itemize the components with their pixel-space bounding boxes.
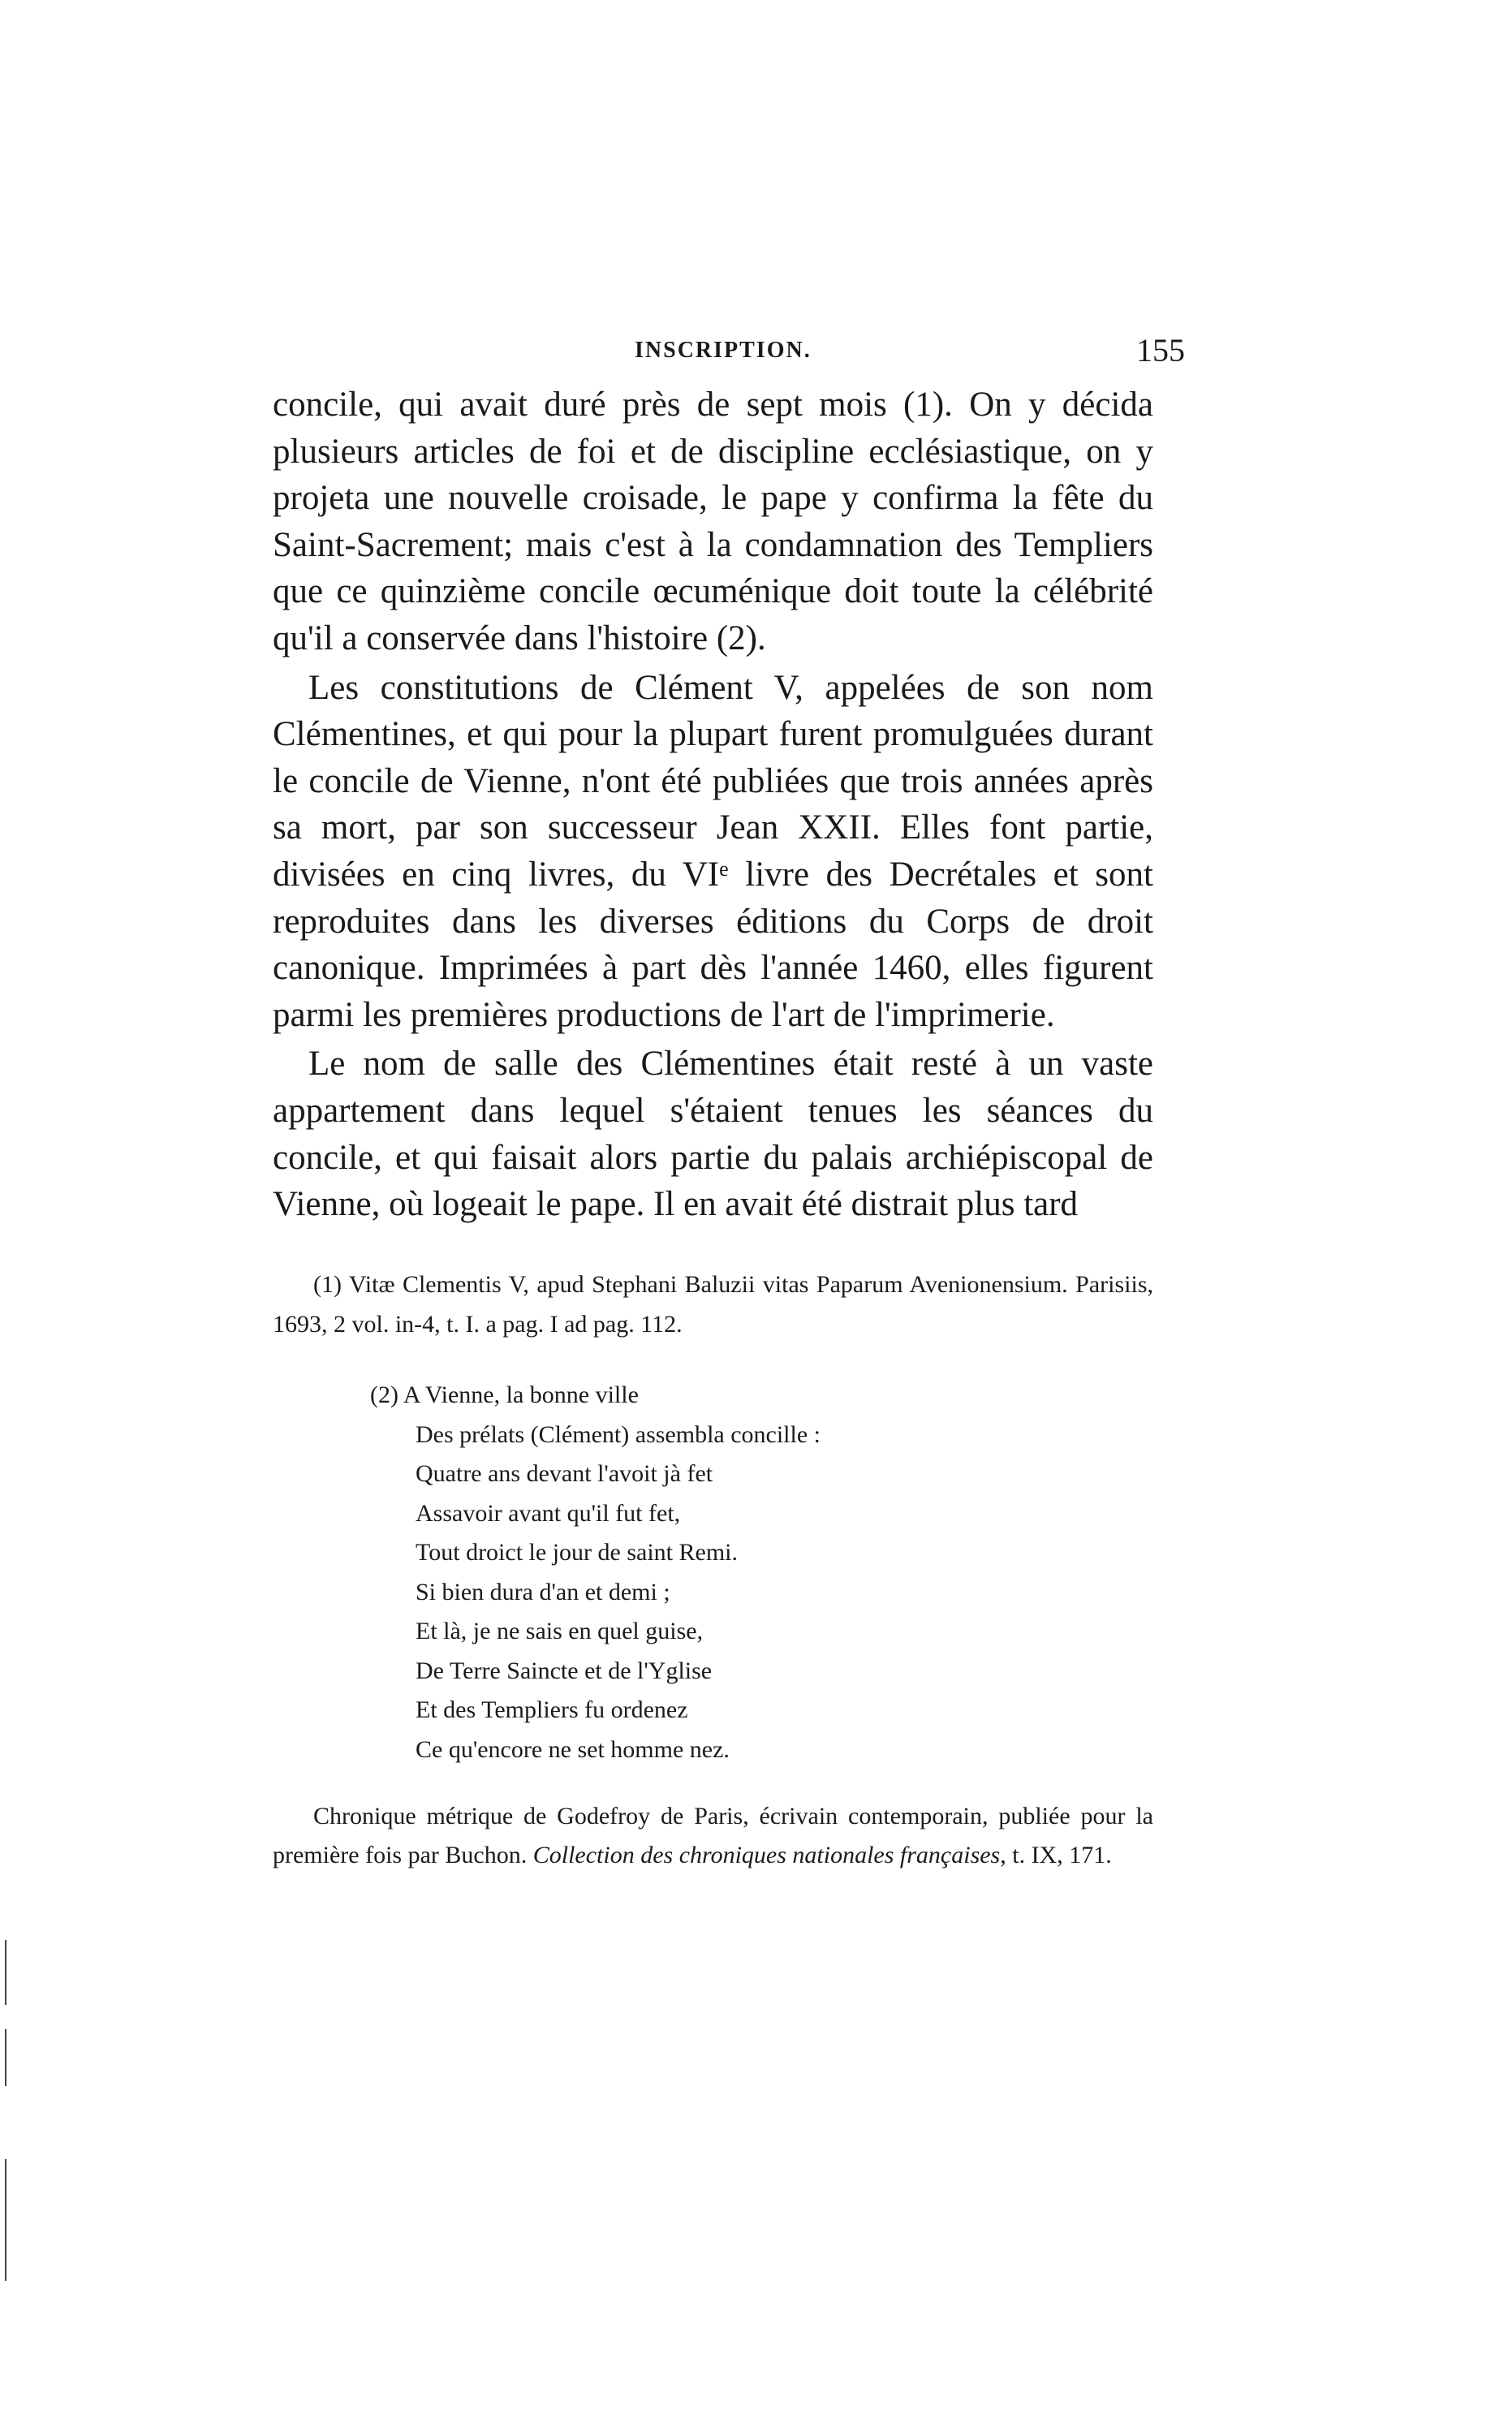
paragraph-3: Le nom de salle des Clémentines était resté à un vaste appartement dans lequel s'étaient tenues les séances du concile, et qui faisait alors partie du palais archiépiscopal de Vienne, où logeait le pape. Il en avait été distrait plus tard [273, 1045, 1153, 1224]
footnotes [273, 1265, 1153, 1875]
poem-line: Quatre ans devant l'avoit jà fet [416, 1460, 713, 1487]
scan-edge-mark [5, 2029, 6, 2086]
collection-title: Collection des chroniques nationales françaises [532, 1842, 1001, 1868]
poem-line: De Terre Saincte et de l'Yglise [416, 1657, 713, 1684]
page-number: 155 [1136, 332, 1185, 368]
poem-line: Des prélats (Clément) assembla concille : [416, 1420, 821, 1448]
paragraph-2-text-a: Les constitutions de Clément V, appelées de son nom Clémentines, et qui pour la plupart furent promulguées durant le concile de Vienne, n'ont été publiées que trois années après sa mort, par son successeur Jean XXII. Elles font partie, divisées en cinq livres, du VI [273, 668, 1153, 894]
poem-line: Si bien dura d'an et demi ; [416, 1578, 670, 1605]
footnote-1: (1) Vitæ Clementis V, apud Stephani Baluzii vitas Paparum Avenionensium. Parisiis, 1693, 2 vol. in-4, t. I. a pag. I ad pag. 112. [273, 1271, 1153, 1338]
chronicle-reference: , t. IX, 171. [1000, 1842, 1112, 1868]
running-header [276, 334, 1185, 375]
poem-line: Et des Templiers fu ordenez [416, 1696, 688, 1723]
scan-edge-mark [5, 2159, 6, 2281]
poem-line: (2) A Vienne, la bonne ville [370, 1381, 639, 1408]
paragraph-2 [273, 665, 1153, 1039]
running-title: INSCRIPTION. [635, 338, 812, 363]
poem-line: Tout droict le jour de saint Remi. [416, 1539, 738, 1566]
poem-line: Assavoir avant qu'il fut fet, [416, 1499, 681, 1527]
footnote-2-poem [273, 1376, 1153, 1769]
paragraph-2-text-b: livre des Decrétales et sont reproduites dans les diverses éditions du Corps de droit canonique. Imprimées à part dès l'année 1460, elles figurent parmi les premières productions de l'art de l'imprimerie. [273, 855, 1153, 1034]
poem-line: Ce qu'encore ne set homme nez. [416, 1735, 730, 1763]
chronicle-citation [273, 1797, 1153, 1875]
superscript-e: e [719, 856, 729, 881]
paragraph-1: concile, qui avait duré près de sept mois (1). On y décida plusieurs articles de foi et de discipline ecclésiastique, on y projeta une nouvelle croisade, le pape y confirma la fête du Saint-Sacrement; mais c'est à la condamnation des Templiers que ce quinzième concile œcuménique doit toute la célébrité qu'il a conservée dans l'histoire (2). [273, 386, 1153, 657]
main-text [273, 381, 1153, 1228]
scan-edge-mark [5, 1940, 6, 2005]
poem-line: Et là, je ne sais en quel guise, [416, 1618, 704, 1644]
chronicle-citation-text: Chronique métrique de Godefroy de Paris, écrivain contemporain, publiée pour la première fois par Buchon. [273, 1803, 1153, 1868]
